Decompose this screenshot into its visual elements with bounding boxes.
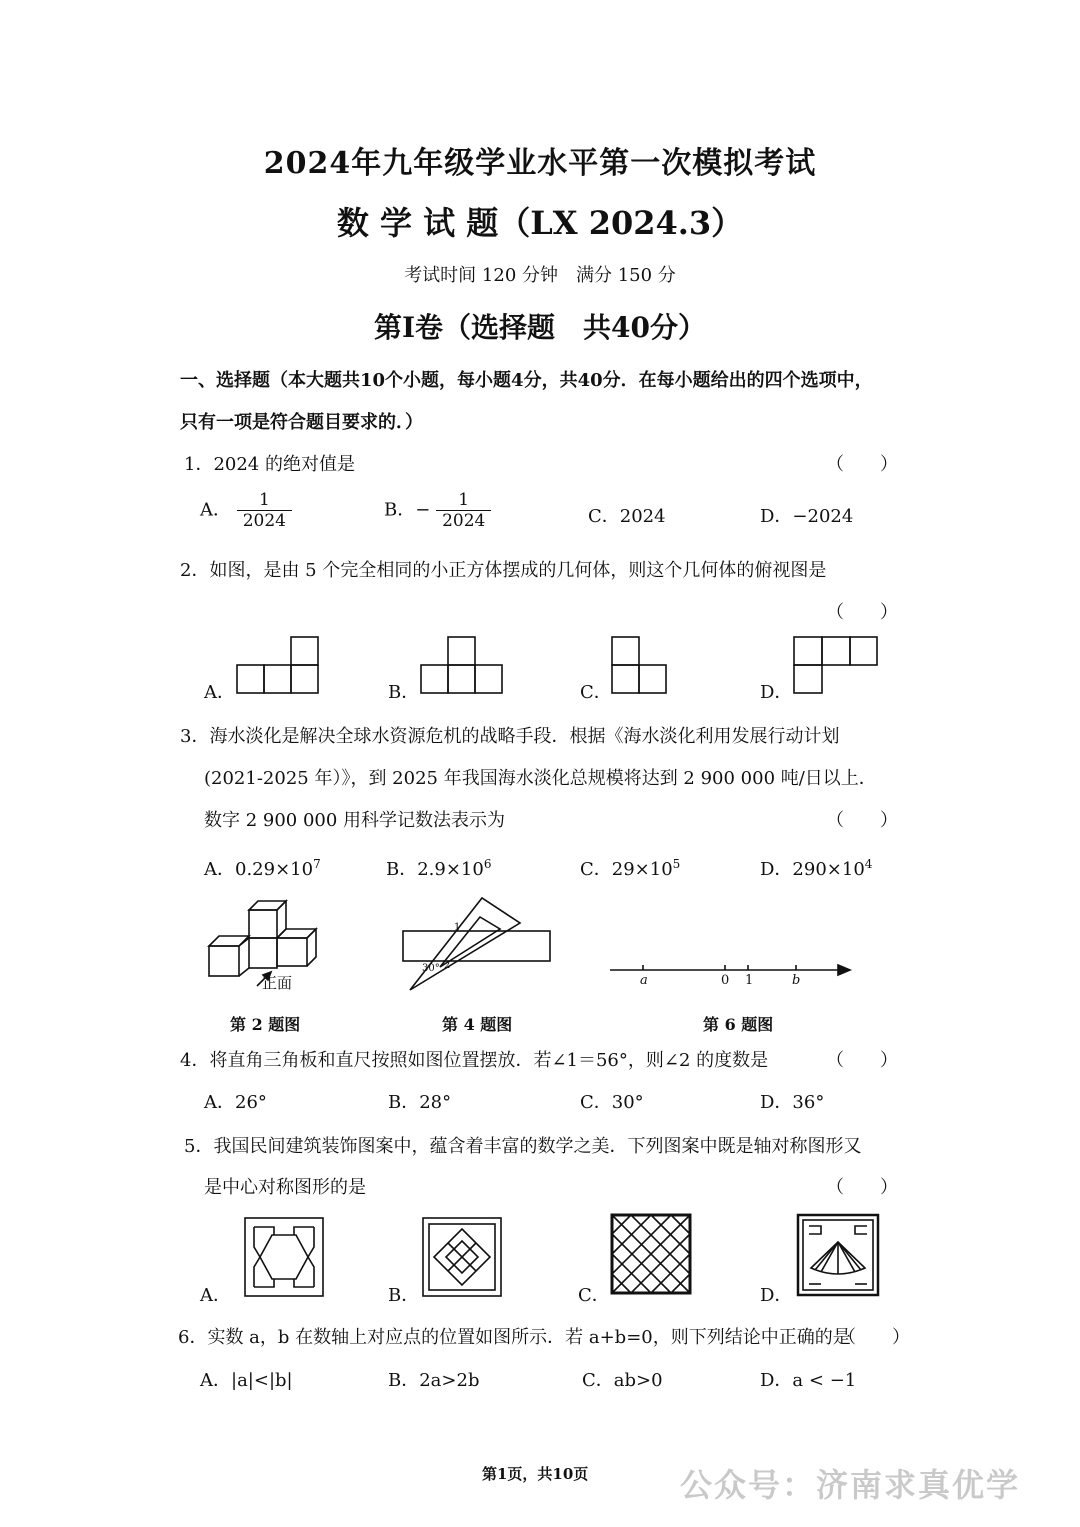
q1-option-b-numerator: 1 <box>458 490 470 510</box>
q5-option-d-pattern <box>797 1214 879 1296</box>
q2-stem: 2．如图，是由 5 个完全相同的小正方体摆成的几何体，则这个几何体的俯视图是 <box>180 560 827 581</box>
instructions-line-1: 一、选择题（本大题共10个小题，每小题4分，共40分．在每小题给出的四个选项中， <box>180 370 873 391</box>
q2-front-label: 正面 <box>262 974 293 992</box>
q1-option-a-denominator: 2024 <box>237 510 292 531</box>
q5-stem-line-1: 5．我国民间建筑装饰图案中，蕴含着丰富的数学之美．下列图案中既是轴对称图形又 <box>184 1136 862 1157</box>
q4-figure <box>400 895 560 995</box>
q3-option-b-exponent: 6 <box>483 857 492 871</box>
q3-option-d-exponent: 4 <box>864 857 873 871</box>
q2-option-d-diagram <box>793 636 883 696</box>
q3-option-c <box>580 855 680 881</box>
exam-subtitle: 数 学 试 题（LX 2024.3） <box>336 204 744 242</box>
q5-option-c-pattern <box>611 1214 691 1294</box>
q1-stem: 1．2024 的绝对值是 <box>184 454 355 475</box>
q4-option-a: A．26° <box>204 1092 267 1113</box>
q3-option-a <box>204 855 321 881</box>
exam-title: 2024年九年级学业水平第一次模拟考试 <box>263 146 817 181</box>
q2-option-b-label: B． <box>388 682 420 703</box>
q3-answer-paren: （ ） <box>826 810 898 831</box>
q1-option-a-fraction <box>237 490 292 531</box>
q5-option-d-label: D． <box>760 1285 793 1306</box>
q1-option-a-label: A． <box>200 499 231 521</box>
q1-answer-paren: （ ） <box>826 454 898 475</box>
q2-option-b-diagram <box>420 636 510 696</box>
fig6-caption: 第 6 题图 <box>703 1015 774 1034</box>
q1-option-b-sign: − <box>415 499 431 521</box>
q6-label-zero: 0 <box>721 973 730 988</box>
q1-option-b-label: B． <box>384 499 416 521</box>
q3-option-c-base: C．29×10 <box>580 859 673 880</box>
q1-option-b-fraction <box>436 490 491 531</box>
q6-stem: 6．实数 a，b 在数轴上对应点的位置如图所示．若 a+b=0，则下列结论中正确的是 <box>178 1327 851 1348</box>
section-title: 第Ⅰ卷（选择题 共40分） <box>373 311 707 344</box>
q3-option-a-exponent: 7 <box>313 857 321 871</box>
q3-option-d-base: D．290×10 <box>760 859 865 880</box>
q3-option-b <box>386 855 491 881</box>
q2-option-c-diagram <box>611 636 671 696</box>
q2-option-d-label: D． <box>760 682 793 703</box>
q5-option-a-label: A． <box>200 1285 231 1306</box>
q1-option-d: D．−2024 <box>760 506 854 527</box>
q6-option-d: D．a < −1 <box>760 1370 857 1391</box>
q4-option-b: B．28° <box>388 1092 452 1113</box>
q6-option-b: B．2a>2b <box>388 1370 480 1391</box>
q4-angle-2-mark: 2 <box>444 960 451 971</box>
q3-option-b-base: B．2.9×10 <box>386 859 484 880</box>
q5-option-b-label: B． <box>388 1285 420 1306</box>
fig2-caption: 第 2 题图 <box>230 1015 301 1034</box>
q3-option-a-base: A．0.29×10 <box>204 859 314 880</box>
page-number: 第1页，共10页 <box>482 1465 589 1483</box>
q6-option-c: C．ab>0 <box>582 1370 663 1391</box>
watermark-text: 公众号：济南求真优学 <box>680 1466 1021 1504</box>
q1-option-a-numerator: 1 <box>258 490 270 510</box>
q2-option-a-diagram <box>236 636 326 696</box>
q6-label-one: 1 <box>745 973 754 988</box>
q4-angle-1-mark: 1 <box>454 922 461 933</box>
exam-info: 考试时间 120 分钟 满分 150 分 <box>404 265 676 286</box>
q4-stem: 4．将直角三角板和直尺按照如图位置摆放．若∠1＝56°，则∠2 的度数是 <box>180 1050 769 1071</box>
q1-option-b <box>384 490 491 531</box>
q1-option-a <box>200 490 292 531</box>
q6-label-b: b <box>792 973 801 988</box>
q3-option-d <box>760 855 872 881</box>
q3-stem-line-3: 数字 2 900 000 用科学记数法表示为 <box>204 810 506 831</box>
q4-answer-paren: （ ） <box>826 1050 898 1071</box>
q2-option-a-label: A． <box>204 682 235 703</box>
q5-option-c-label: C． <box>578 1285 610 1306</box>
q6-label-a: a <box>640 973 648 988</box>
q4-angle-label: 30° <box>422 963 440 974</box>
q6-option-a: A．|a|<|b| <box>200 1370 293 1391</box>
q1-option-b-denominator: 2024 <box>436 510 491 531</box>
q2-option-c-label: C． <box>580 682 612 703</box>
q6-answer-paren: （ ） <box>838 1327 910 1348</box>
instructions-line-2: 只有一项是符合题目要求的．） <box>180 412 423 433</box>
q2-answer-paren: （ ） <box>826 602 898 623</box>
q5-stem-line-2: 是中心对称图形的是 <box>204 1177 366 1198</box>
q3-stem-line-1: 3．海水淡化是解决全球水资源危机的战略手段．根据《海水淡化利用发展行动计划 <box>180 726 840 747</box>
q5-answer-paren: （ ） <box>826 1177 898 1198</box>
q1-option-c: C．2024 <box>588 506 666 527</box>
q5-option-b-pattern <box>422 1217 502 1297</box>
q4-option-c: C．30° <box>580 1092 644 1113</box>
q5-option-a-pattern <box>244 1217 324 1297</box>
q3-option-c-exponent: 5 <box>672 857 681 871</box>
q4-option-d: D．36° <box>760 1092 825 1113</box>
q3-stem-line-2: (2021-2025 年）》，到 2025 年我国海水淡化总规模将达到 2 900 000 吨/日以上． <box>204 768 877 789</box>
fig4-caption: 第 4 题图 <box>442 1015 513 1034</box>
